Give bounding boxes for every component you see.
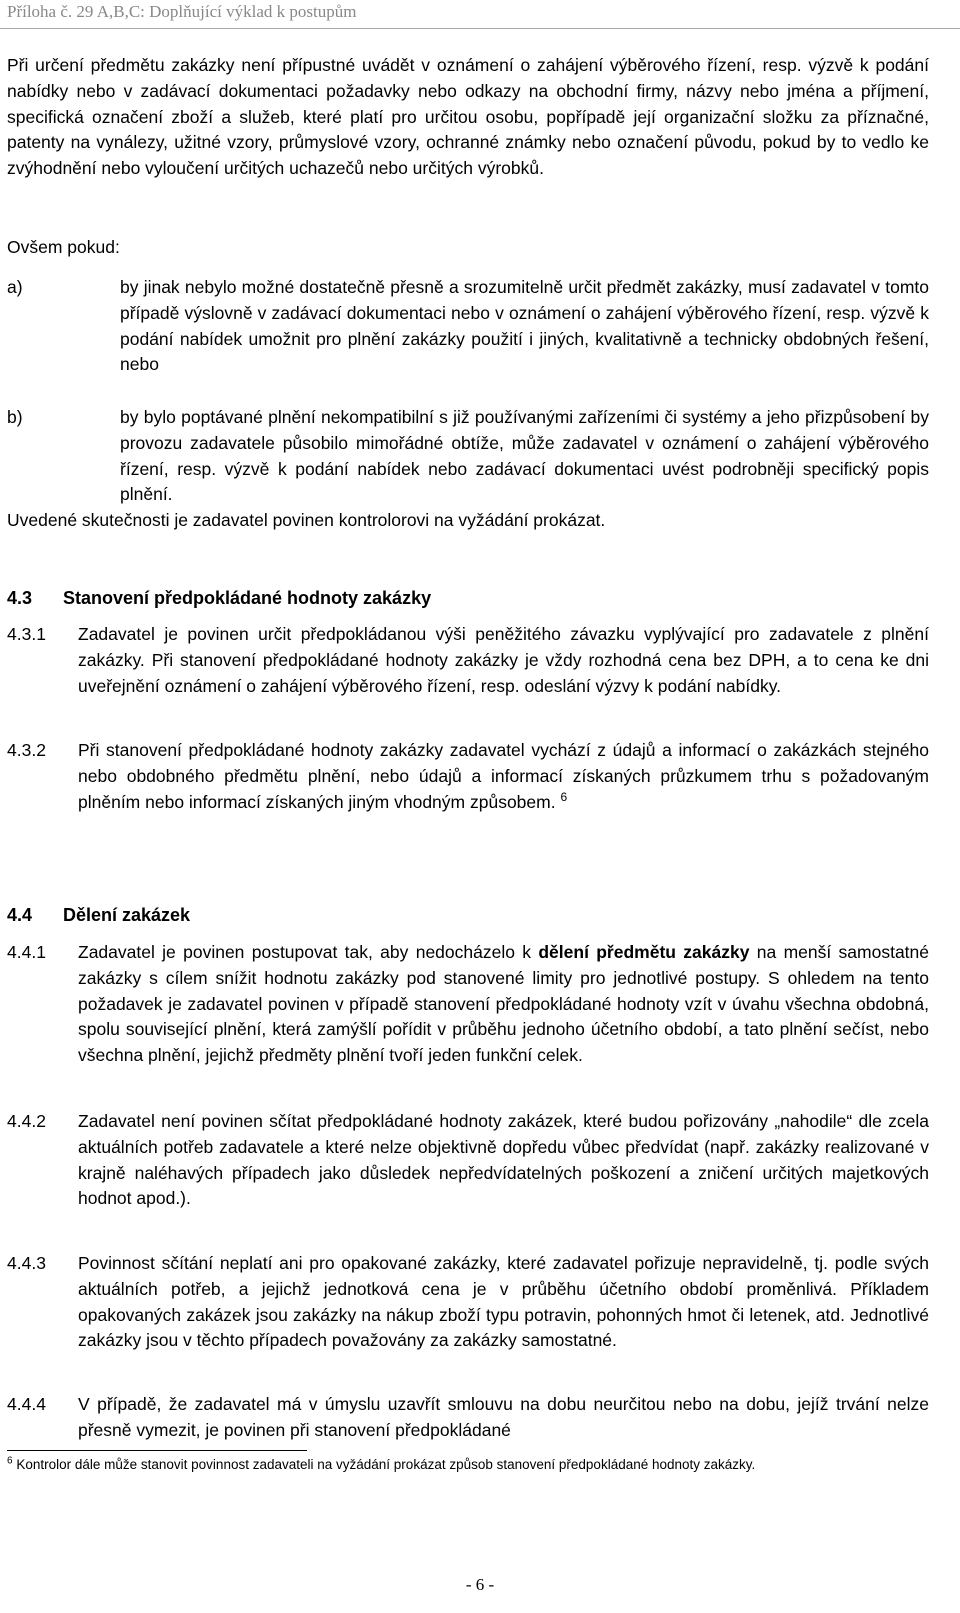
emphasis-text: dělení předmětu zakázky [538,942,750,962]
section-number: 4.3 [7,588,33,608]
section-heading-4-3 [7,585,431,611]
footnote-marker: 6 [7,1455,13,1467]
footnote-text: Kontrolor dále může stanovit povinnost zadavateli na vyžádání prokázat způsob stanovení předpokládané hodnoty zakázky. [16,1457,756,1472]
section-title: Dělení zakázek [63,905,191,925]
subsection-text: Zadavatel není povinen sčítat předpokládané hodnoty zakázek, které budou pořizovány „nahodile“ dle zcela aktuálních potřeb zadavatele a které nelze objektivně dopředu vůbec předvídat (např. zakázky realizované v krajně naléhavých případech jako důsledek nepředvídatelných poškození a zničení určitých majetkových hodnot apod.). [78,1111,929,1209]
section-heading-4-4 [7,902,190,928]
page-number: - 6 - [465,1575,495,1594]
subsection-number: 4.4.4 [7,1394,46,1414]
subsection-text [78,940,929,1069]
list-marker: b) [7,407,23,427]
subsection-text: Povinnost sčítání neplatí ani pro opakované zakázky, které zadavatel pořizuje nepravidelně, tj. podle svých aktuálních potřeb, a jejichž jednotková cena je v průběhu účetního období proměnlivá. Příkladem opakovaných zakázek jsou zakázky na nákup zboží typu potravin, pohonných hmot či letenek, atd. Jednotlivé zakázky jsou v těchto případech považovány za zakázky samostatné. [78,1253,929,1351]
header-rule [0,28,960,29]
text-after: na menší samostatné zakázky s cílem snížit hodnotu zakázky pod stanovené limity pro jednotlivé postupy. S ohledem na tento požadavek je zadavatel povinen v případě stanovení předpokládané hodnoty vzít v úvahu všechna obdobná, spolu související plnění, která zamýšlí pořídit v průběhu jednoho účetního období, a tato plnění sečíst, nebo všechna plnění, jejichž předměty plnění tvoří jeden funkční celek. [78,942,930,1066]
list-item-text: by bylo poptávané plnění nekompatibilní s již používanými zařízeními či systémy a jeho přizpůsobení by provozu zadavatele působilo mimořádné obtíže, může zadavatel v oznámení o zahájení výběrového řízení, resp. výzvě k podání nabídek nebo zadávací dokumentaci uvést podrobněji specifický popis plnění. [120,407,929,505]
subsection-text-body: Při stanovení předpokládané hodnoty zakázky zadavatel vychází z údajů a informací o zakázkách stejného nebo obdobného předmětu plnění, nebo údajů a informací získaných průzkumem trhu s požadovaným plněním nebo informací získaných jiným vhodným způsobem. [78,740,929,812]
list-marker: a) [7,277,23,297]
subsection-number: 4.4.3 [7,1253,46,1273]
text-before: Zadavatel je povinen postupovat tak, aby nedocházelo k [78,942,539,962]
footnote-reference: 6 [560,789,568,804]
footnote [7,1456,947,1474]
section-title: Stanovení předpokládané hodnoty zakázky [63,588,432,608]
subsection-number: 4.4.2 [7,1111,46,1131]
list-item-text: by jinak nebylo možné dostatečně přesně a srozumitelně určit předmět zakázky, musí zadavatel v tomto případě výslovně v zadávací dokumentaci nebo v oznámení o zahájení výběrového řízení, resp. výzvě k podání nabídek umožnit pro plnění zakázky použití i jiných, kvalitativně a technicky obdobných řešení, nebo [120,277,929,375]
subsection-text: V případě, že zadavatel má v úmyslu uzavřít smlouvu na dobu neurčitou nebo na dobu, jejíž trvání nelze přesně vymezit, je povinen při stanovení předpokládané [78,1394,929,1440]
exception-lead: Ovšem pokud: [7,237,120,257]
subsection-number: 4.3.1 [7,624,46,644]
subsection-number: 4.4.1 [7,942,46,962]
section-number: 4.4 [7,905,33,925]
subsection-text: Zadavatel je povinen určit předpokládanou výši peněžitého závazku vyplývající pro zadavatele z plnění zakázky. Při stanovení předpokládané hodnoty zakázky je vždy rozhodná cena bez DPH, a to cena ke dni uveřejnění oznámení o zahájení výběrového řízení, resp. odeslání výzvy k podání nabídky. [78,624,929,696]
footnote-separator [7,1450,307,1451]
subsection-text [78,738,929,815]
page-header: Příloha č. 29 A,B,C: Doplňující výklad k postupům [7,2,357,21]
closing-paragraph: Uvedené skutečnosti je zadavatel povinen kontrolorovi na vyžádání prokázat. [7,510,606,530]
intro-paragraph: Při určení předmětu zakázky není přípustné uvádět v oznámení o zahájení výběrového řízení, resp. výzvě k podání nabídky nebo v zadávací dokumentaci požadavky nebo odkazy na obchodní firmy, názvy nebo jména a příjmení, specifická označení zboží a služeb, které platí pro určitou osobu, popřípadě její organizační složku za příznačné, patenty na vynálezy, užitné vzory, průmyslové vzory, ochranné známky nebo označení původu, pokud by to vedlo ke zvýhodnění nebo vyloučení určitých uchazečů nebo určitých výrobků. [7,55,929,179]
subsection-number: 4.3.2 [7,740,46,760]
